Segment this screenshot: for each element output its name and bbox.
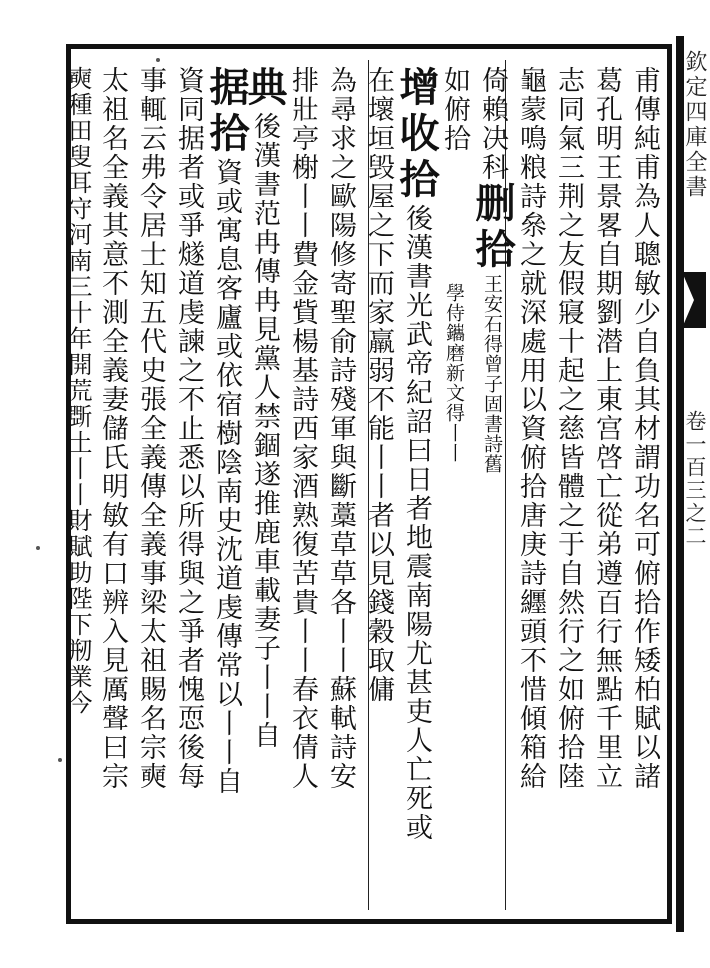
text-column: 在壞垣毁屋之下而家羸弱不能丨丨者以見錢穀取傭: [363, 66, 394, 704]
entry-note: 後漢書范冉傳冉見黨人禁錮遂推鹿車載妻子丨丨自: [249, 112, 280, 750]
text-column: 甫傳純甫為人聰敏少自負其材謂功名可俯拾作矮柏賦以諸: [629, 66, 660, 791]
fish-tail-ornament-icon: [678, 270, 708, 330]
text-column: 奭種田叟耳守河南三十年開荒斲土丨丨財賦助陛下剏業今: [64, 66, 92, 716]
text-column: [436, 66, 472, 463]
text-column: 葛孔明王景畧自期劉潜上東宫啓亡從弟遵百行無點千里立: [591, 66, 622, 791]
text-column: [469, 66, 516, 474]
text-column: 志同氣三荆之友假寢十起之慈皆體之于自然行之如俯拾陸: [553, 66, 584, 791]
text-column: 為尋求之歐陽修寄聖俞詩殘軍與斷藁草草各丨丨蘇軾詩安: [325, 66, 356, 791]
entry-heading: 删拾: [469, 182, 516, 274]
margin-book-title: 欽定四庫全書: [682, 50, 707, 200]
column-pre-text: 如俯拾: [439, 66, 470, 153]
text-column: 資同据者或爭燧道虔諫之不止悉以所得與之爭者愧恧後每: [173, 66, 204, 791]
scan-speck: [58, 758, 62, 762]
column-pre-text: 倚賴决科: [477, 66, 508, 182]
entry-heading: 典: [241, 66, 288, 112]
entry-note: 資或寓息客廬或依宿樹陰南史沈道虔傳常以丨丨自: [211, 158, 242, 796]
entry-note: 王安石得曾子固書詩舊: [481, 274, 503, 474]
entry-heading: 增收拾: [393, 66, 440, 204]
text-column: 太祖名全義其意不測全義妻儲氏明敏有口辨入見厲聲曰宗: [97, 66, 128, 791]
text-column: [203, 66, 250, 796]
entry-note: 學侍鑴磨新文得丨丨: [443, 283, 465, 463]
text-column: 排壯亭榭丨丨費金貲楊基詩西家酒熟復苦貴丨丨春衣倩人: [287, 66, 318, 791]
text-column: [393, 66, 440, 842]
text-column: 事輒云弗令居士知五代史張全義傳全義事梁太祖賜名宗奭: [135, 66, 166, 791]
text-column: [241, 66, 288, 750]
entry-note: 後漢書光武帝紀詔曰日者地震南陽尤甚吏人亡死或: [401, 204, 432, 842]
scan-speck: [36, 546, 40, 550]
entry-heading: 据拾: [203, 66, 250, 158]
scan-speck: [156, 58, 160, 62]
text-column: 龜蒙鳴粮詩㕘之就深處用以資俯拾唐庚詩纒頭不惜傾箱給: [515, 66, 546, 791]
margin-volume-number: 卷一百三之二: [683, 410, 707, 548]
